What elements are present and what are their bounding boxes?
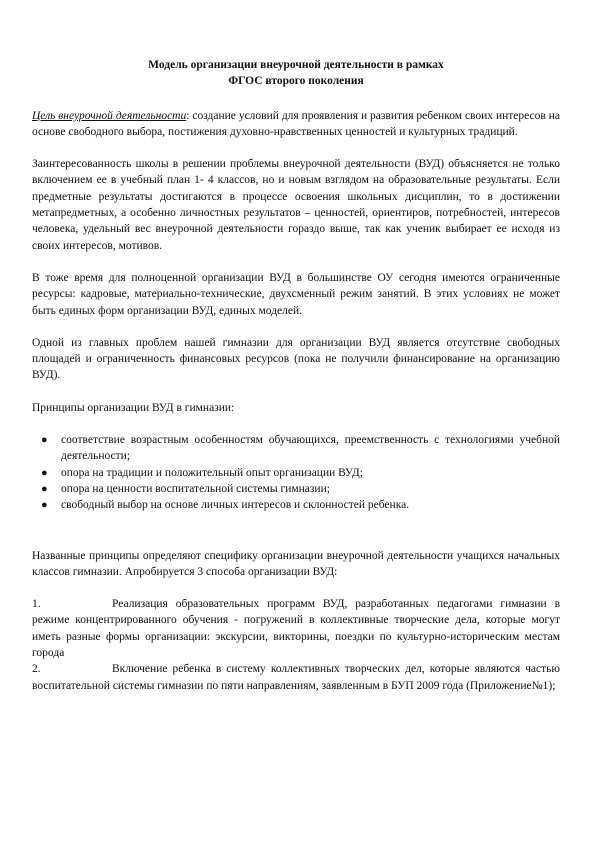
goal-paragraph <box>32 108 560 141</box>
title-line-2: ФГОС второго поколения <box>228 75 364 88</box>
list-item <box>32 481 560 497</box>
goal-label: Цель внеурочной деятельности <box>32 109 187 122</box>
paragraph-interest: Заинтересованность школы в решении проблемы внеурочной деятельности (ВУД) объясняется не только включением ее в учебный план 1- 4 классов, но и новым взглядом на образовательные результаты. Если предметные результаты достигаются в процессе освоения школьных дисциплин, то в достижении метапредметных, а особенно личностных результатов – ценностей, ориентиров, потребностей, интересов человека, удельный вес внеурочной деятельности гораздо выше, так как ученик выбирает ее исходя из своих интересов, мотивов. <box>32 158 560 252</box>
paragraph-resources: В тоже время для полноценной организации ВУД в большинстве ОУ сегодня имеются ограниченные ресурсы: кадровые, материально-технические, двухсменный режим занятий. В этих условиях не может быть единых форм организации ВУД, единых моделей. <box>32 271 560 317</box>
bullet-icon: ● <box>41 434 48 447</box>
method-text: Реализация образовательных программ ВУД, разработанных педагогами гимназии в режиме концентрированного обучения - погружений в коллективные творческие дела, которые могут иметь разные формы организации: экскурсии, викторины, поездки по культурно-историческим местам города <box>32 598 560 660</box>
title-line-1: Модель организации внеурочной деятельности в рамках <box>148 59 444 71</box>
bullet-icon: ● <box>41 482 48 495</box>
methods-list <box>32 596 560 694</box>
method-text: Включение ребенка в систему коллективных творческих дел, которые являются частью воспитательной системы гимназии по пяти направлениям, заявленным в БУП 2009 года (Приложение№1); <box>32 663 560 692</box>
principles-heading: Принципы организации ВУД в гимназии: <box>32 401 235 414</box>
principles-list <box>32 432 560 513</box>
list-item-text: опора на традиции и положительный опыт организации ВУД; <box>61 466 363 479</box>
list-item <box>32 465 560 481</box>
document-body <box>32 57 560 694</box>
method-number: 2. <box>32 663 41 676</box>
paragraph-problems: Одной из главных проблем нашей гимназии для организации ВУД является отсутствие свободных площадей и ограниченность финансовых ресурсов (пока не получили финансирование на организацию ВУД). <box>32 336 560 382</box>
method-item <box>32 661 560 694</box>
list-item-text: свободный выбор на основе личных интересов и склонностей ребенка. <box>61 499 410 512</box>
method-item <box>32 596 560 661</box>
methods-intro: Названные принципы определяют специфику организации внеурочной деятельности учащихся начальных классов гимназии. Апробируется 3 способа организации ВУД: <box>32 549 560 578</box>
list-item <box>32 497 560 513</box>
document-title <box>32 57 560 90</box>
list-item <box>32 432 560 465</box>
bullet-icon: ● <box>41 499 48 512</box>
bullet-icon: ● <box>41 466 48 479</box>
method-number: 1. <box>32 598 41 611</box>
list-item-text: опора на ценности воспитательной системы гимназии; <box>61 482 330 495</box>
goal-text: : создание условий для проявления и развития ребенком своих интересов на основе свободного выбора, постижения духовно-нравственных ценностей и культурных традиций. <box>32 109 560 138</box>
list-item-text: соответствие возрастным особенностям обучающихся, преемственность с технологиями учебной деятельности; <box>61 434 560 463</box>
